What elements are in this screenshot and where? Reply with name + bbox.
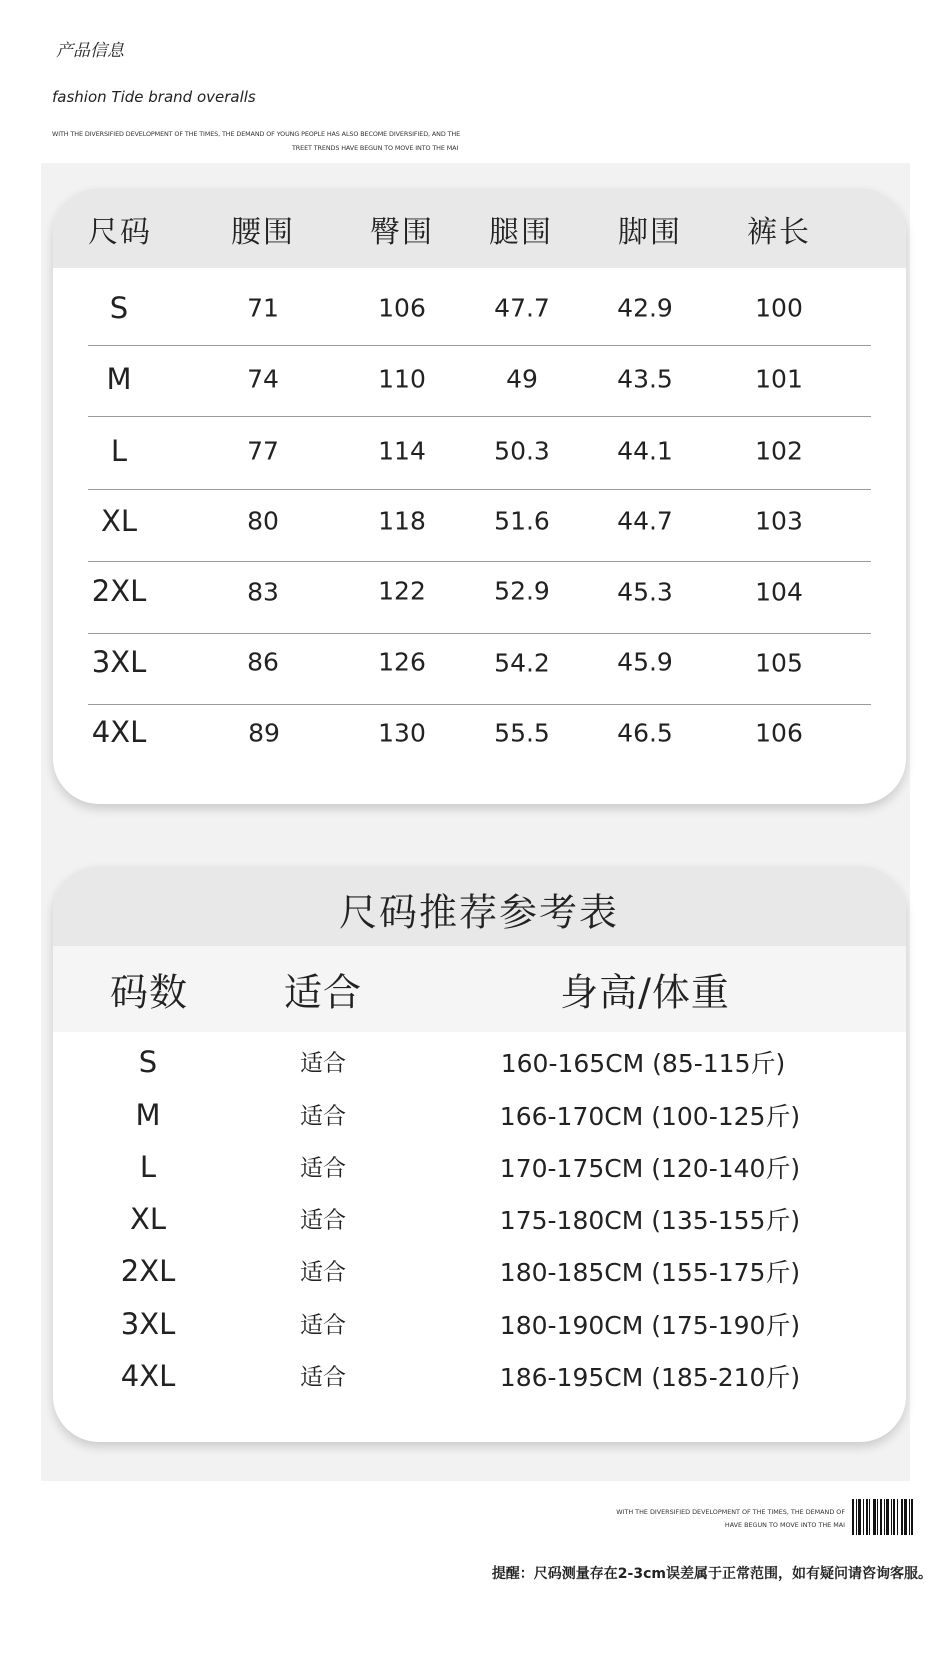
hip-cell: 126 <box>378 647 426 677</box>
hip-cell: 114 <box>378 436 426 466</box>
size-chart-header-row <box>53 188 906 268</box>
length-cell: 102 <box>755 436 803 466</box>
length-cell: 104 <box>755 577 803 607</box>
size-cell: 4XL <box>91 715 147 749</box>
barcode-icon <box>852 1499 918 1535</box>
rec-size-cell: XL <box>129 1202 167 1236</box>
rec-height-weight-cell: 160-165CM (85-115斤) <box>500 1049 786 1078</box>
length-cell: 101 <box>755 364 803 394</box>
thigh-cell: 47.7 <box>494 293 550 323</box>
size-cell: 3XL <box>91 645 147 679</box>
rec-height-weight-cell: 170-175CM (120-140斤) <box>499 1154 801 1183</box>
rec-height-weight-cell: 180-185CM (155-175斤) <box>499 1258 801 1287</box>
header-hip: 臀围 <box>370 215 434 250</box>
row-divider <box>88 633 871 634</box>
waist-cell: 86 <box>247 647 279 677</box>
length-cell: 105 <box>755 648 803 678</box>
waist-cell: 74 <box>247 364 279 394</box>
waist-cell: 83 <box>247 577 279 607</box>
header-fit: 适合 <box>283 970 363 1015</box>
recommendation-title-band <box>53 866 906 946</box>
tagline-line-1: WITH THE DIVERSIFIED DEVELOPMENT OF THE TIMES, THE DEMAND OF YOUNG PEOPLE HAS ALSO BECOME DIVERSIFIED, AND THE <box>52 130 461 138</box>
product-subtitle: fashion Tide brand overalls <box>52 88 256 106</box>
leg-opening-cell: 45.3 <box>617 577 673 607</box>
waist-cell: 89 <box>248 718 280 748</box>
header-size: 尺码 <box>88 215 152 250</box>
rec-size-cell: M <box>135 1098 161 1132</box>
waist-cell: 77 <box>247 436 279 466</box>
size-cell: XL <box>100 504 138 538</box>
leg-opening-cell: 45.9 <box>617 647 673 677</box>
thigh-cell: 51.6 <box>494 506 550 536</box>
rec-fit-cell: 适合 <box>300 1207 346 1234</box>
product-info-header <box>0 0 950 160</box>
header-height-weight: 身高/体重 <box>560 970 730 1015</box>
footer-tagline <box>555 1506 845 1532</box>
row-divider <box>88 561 871 562</box>
rec-size-cell: L <box>139 1150 157 1184</box>
rec-height-weight-cell: 186-195CM (185-210斤) <box>499 1363 801 1392</box>
header-length: 裤长 <box>747 215 811 250</box>
leg-opening-cell: 44.7 <box>617 506 673 536</box>
rec-size-cell: 2XL <box>120 1254 176 1288</box>
row-divider <box>88 416 871 417</box>
thigh-cell: 49 <box>506 364 538 394</box>
row-divider <box>88 704 871 705</box>
tagline <box>52 127 487 155</box>
rec-height-weight-cell: 175-180CM (135-155斤) <box>499 1206 801 1235</box>
waist-cell: 71 <box>247 293 279 323</box>
length-cell: 100 <box>755 293 803 323</box>
leg-opening-cell: 43.5 <box>617 364 673 394</box>
row-divider <box>88 345 871 346</box>
rec-size-cell: S <box>138 1045 158 1079</box>
rec-height-weight-cell: 166-170CM (100-125斤) <box>499 1102 801 1131</box>
leg-opening-cell: 44.1 <box>617 436 673 466</box>
length-cell: 103 <box>755 506 803 536</box>
rec-height-weight-cell: 180-190CM (175-190斤) <box>499 1311 801 1340</box>
thigh-cell: 55.5 <box>494 718 550 748</box>
hip-cell: 122 <box>378 576 426 606</box>
thigh-cell: 54.2 <box>494 648 550 678</box>
rec-fit-cell: 适合 <box>300 1155 346 1182</box>
size-cell: M <box>106 362 132 396</box>
rec-fit-cell: 适合 <box>300 1312 346 1339</box>
recommendation-title: 尺码推荐参考表 <box>338 890 620 935</box>
thigh-cell: 52.9 <box>494 576 550 606</box>
length-cell: 106 <box>755 718 803 748</box>
header-size-code: 码数 <box>109 970 189 1015</box>
rec-size-cell: 4XL <box>120 1359 176 1393</box>
header-thigh: 腿围 <box>489 215 553 250</box>
header-waist: 腰围 <box>231 215 295 250</box>
size-recommendation-card <box>53 866 906 1442</box>
footer-tagline-line-1: WITH THE DIVERSIFIED DEVELOPMENT OF THE TIMES, THE DEMAND OF <box>616 1508 845 1516</box>
size-cell: S <box>109 291 129 325</box>
leg-opening-cell: 46.5 <box>617 718 673 748</box>
header-leg-opening: 脚围 <box>618 215 682 250</box>
thigh-cell: 50.3 <box>494 436 550 466</box>
hip-cell: 106 <box>378 293 426 323</box>
hip-cell: 110 <box>378 364 426 394</box>
leg-opening-cell: 42.9 <box>617 293 673 323</box>
hip-cell: 130 <box>378 718 426 748</box>
footer-tagline-line-2: HAVE BEGUN TO MOVE INTO THE MAI <box>724 1521 845 1529</box>
rec-fit-cell: 适合 <box>300 1364 346 1391</box>
measurement-notice: 提醒：尺码测量存在2-3cm误差属于正常范围，如有疑问请咨询客服。 <box>491 1566 932 1582</box>
rec-fit-cell: 适合 <box>300 1103 346 1130</box>
rec-fit-cell: 适合 <box>300 1050 346 1077</box>
size-cell: 2XL <box>91 574 147 608</box>
size-chart-card <box>53 188 906 804</box>
section-title: 产品信息 <box>56 41 124 61</box>
size-cell: L <box>110 434 128 468</box>
row-divider <box>88 489 871 490</box>
hip-cell: 118 <box>378 506 426 536</box>
recommendation-header-row <box>53 946 906 1032</box>
rec-size-cell: 3XL <box>120 1307 176 1341</box>
waist-cell: 80 <box>247 506 279 536</box>
tagline-line-2: TREET TRENDS HAVE BEGUN TO MOVE INTO THE MAI <box>292 144 459 152</box>
rec-fit-cell: 适合 <box>300 1259 346 1286</box>
